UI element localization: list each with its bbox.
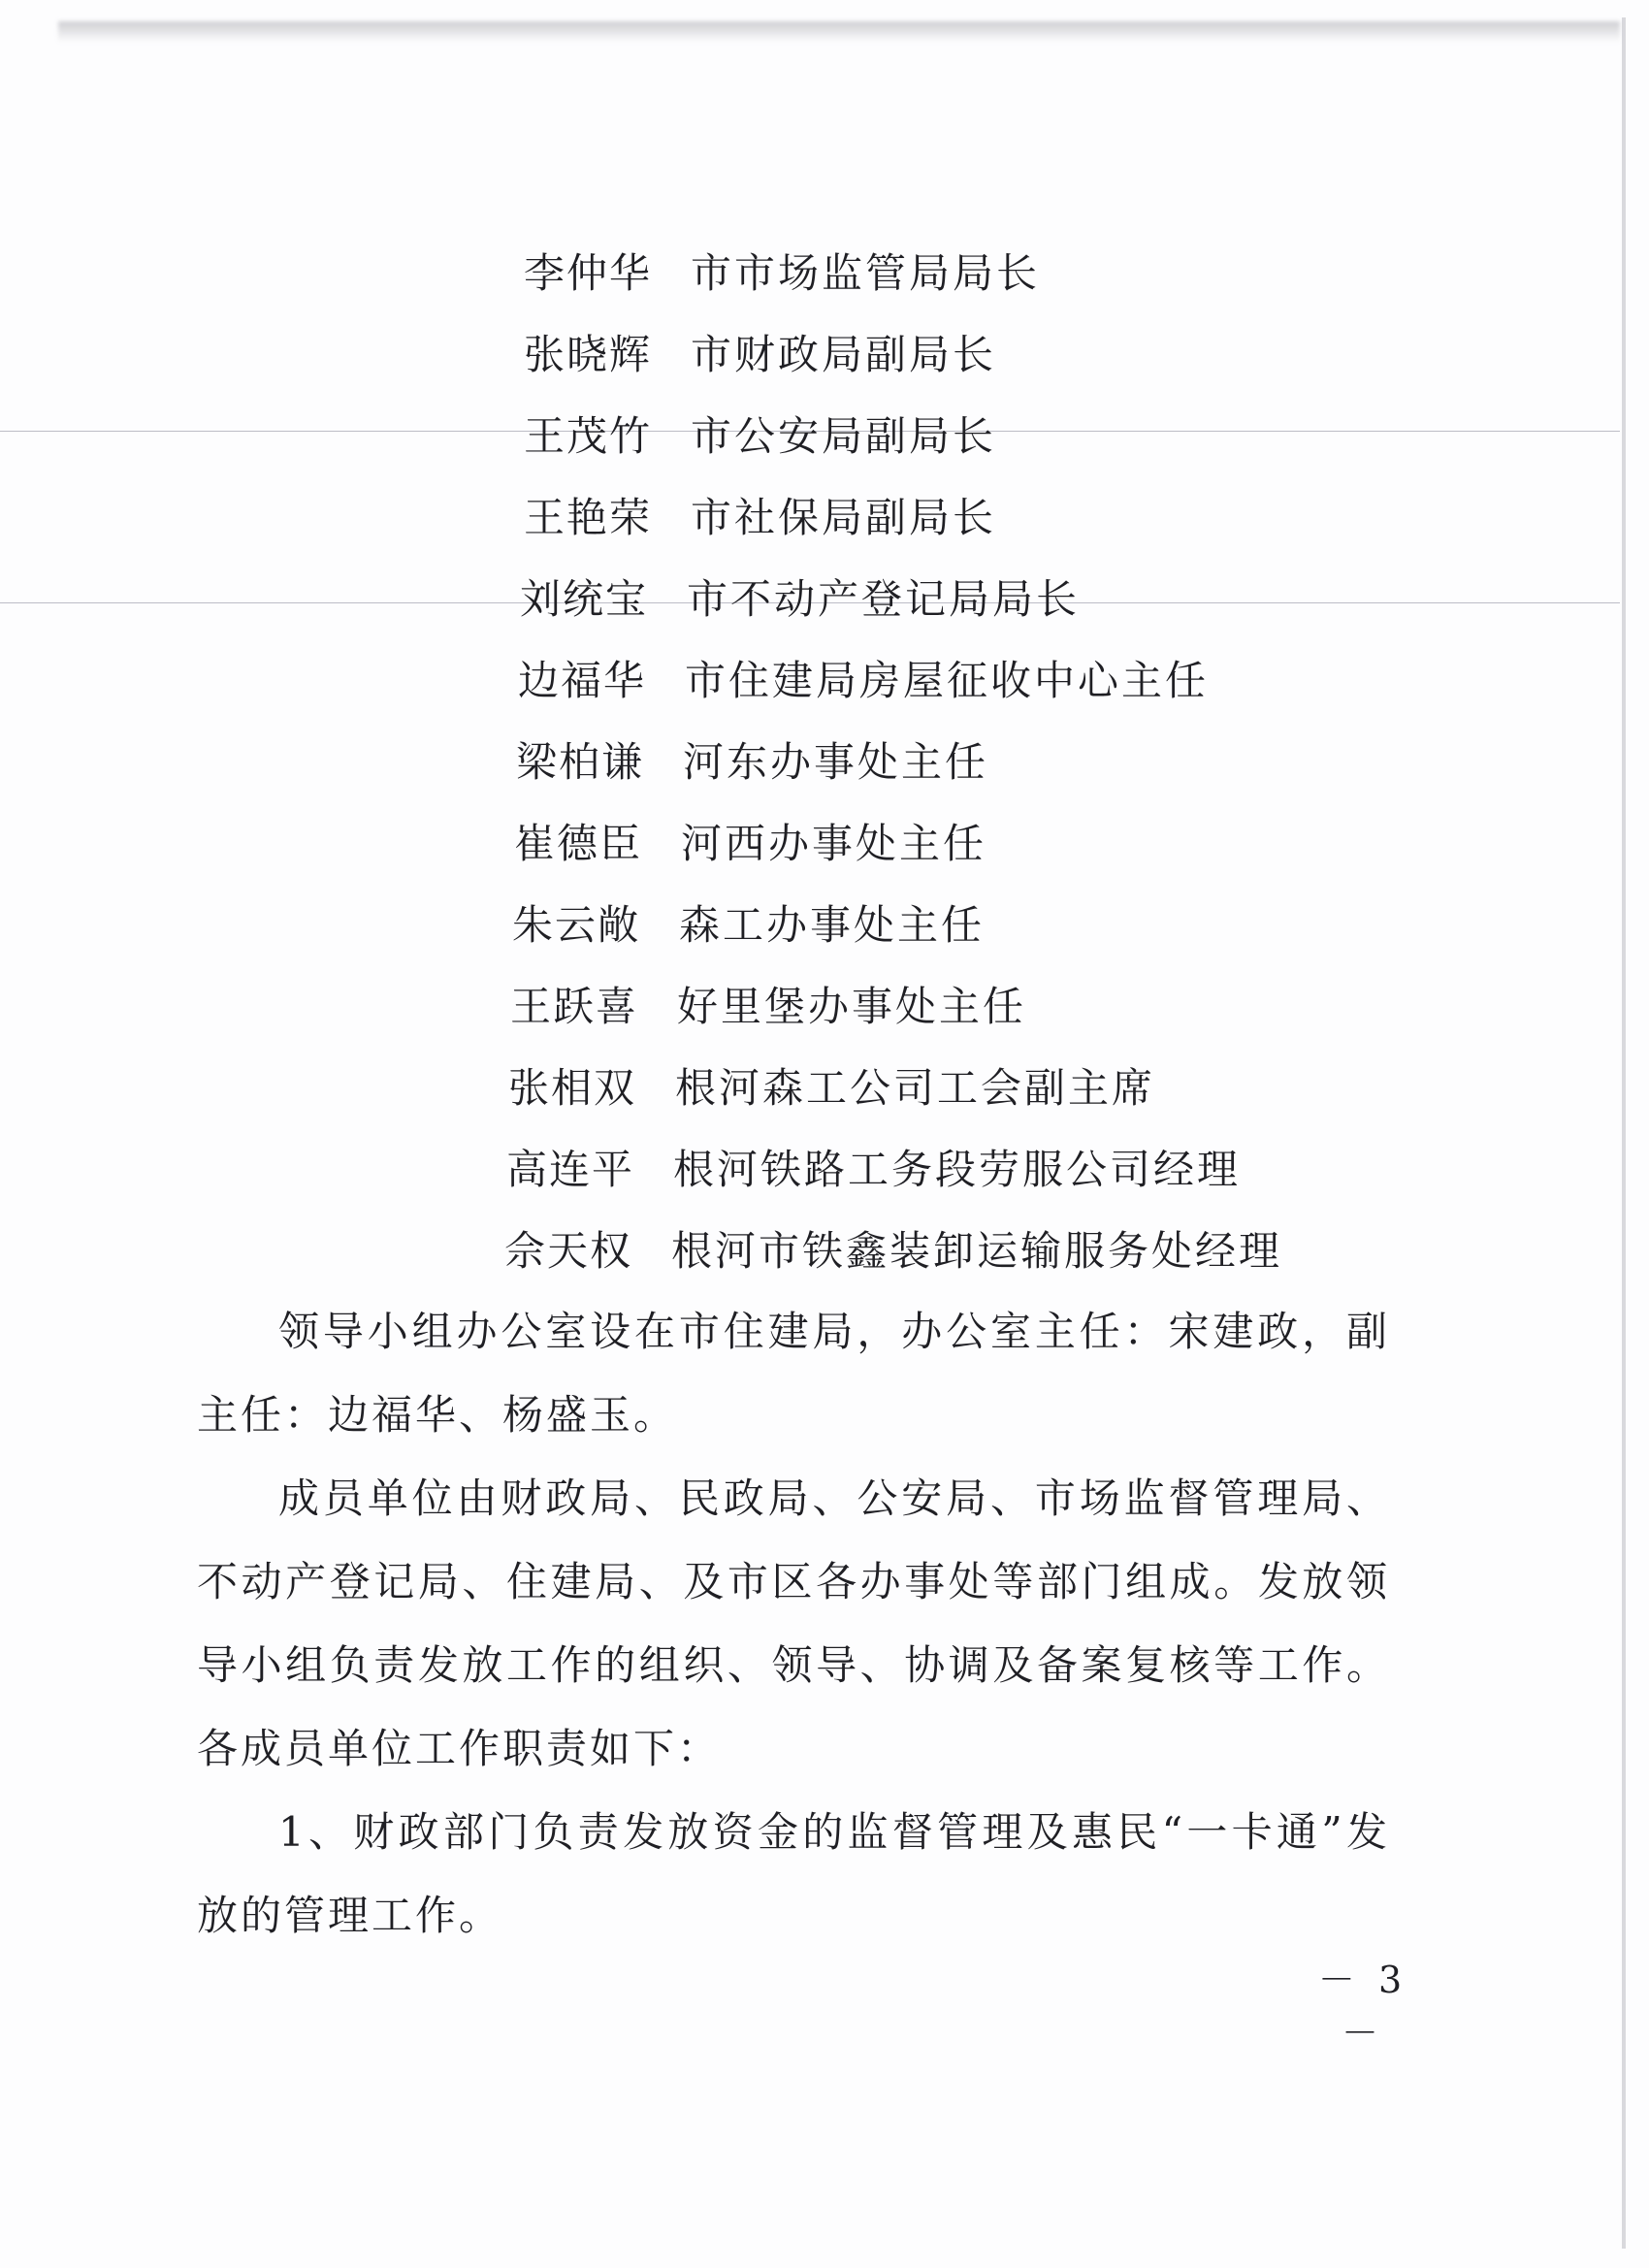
member-row <box>524 407 996 466</box>
member-title: 市住建局房屋征收中心主任 <box>685 657 1210 704</box>
page-number: － 3 － <box>1317 1959 1408 2055</box>
member-row <box>512 896 985 955</box>
member-row <box>516 733 988 792</box>
member-name: 王艳荣 <box>524 494 653 541</box>
member-name: 崔德臣 <box>514 820 643 867</box>
member-row <box>510 978 1026 1036</box>
member-title: 好里堡办事处主任 <box>677 983 1027 1030</box>
member-row <box>504 1222 1282 1280</box>
member-title: 河西办事处主任 <box>681 820 987 867</box>
member-row <box>524 244 1040 303</box>
member-row <box>524 489 996 547</box>
member-units-paragraph: 成员单位由财政局、民政局、公安局、市场监督管理局、不动产登记局、住建局、及市区各办事处等部门组成。发放领导小组负责发放工作的组织、领导、协调及备案复核等工作。各成员单位工作职责如下： <box>197 1474 1390 1772</box>
member-name: 张相双 <box>508 1064 637 1112</box>
member-title: 市社保局副局长 <box>691 494 997 541</box>
member-title: 根河市铁鑫装卸运输服务处经理 <box>671 1227 1283 1275</box>
scan-shadow-top <box>58 21 1620 43</box>
member-title: 河东办事处主任 <box>683 738 989 786</box>
member-title: 市财政局副局长 <box>691 331 997 378</box>
member-name: 张晓辉 <box>524 331 653 378</box>
member-row <box>520 570 1080 629</box>
member-row <box>508 1059 1155 1118</box>
member-title: 根河森工公司工会副主席 <box>675 1064 1156 1112</box>
member-title: 市公安局副局长 <box>691 412 997 460</box>
member-name: 李仲华 <box>524 249 653 297</box>
member-title: 市市场监管局局长 <box>691 249 1041 297</box>
member-name: 梁柏谦 <box>516 738 645 786</box>
member-name: 朱云敞 <box>512 901 641 949</box>
office-paragraph: 领导小组办公室设在市住建局，办公室主任：宋建政，副主任：边福华、杨盛玉。 <box>197 1308 1390 1439</box>
member-name: 刘统宝 <box>520 575 649 623</box>
member-row <box>506 1141 1241 1199</box>
member-row <box>514 815 986 873</box>
member-title: 市不动产登记局局长 <box>687 575 1081 623</box>
scan-shadow-right <box>1622 17 1626 2249</box>
item-1-paragraph: 1、财政部门负责发放资金的监督管理及惠民“一卡通”发放的管理工作。 <box>197 1808 1390 1939</box>
member-title: 根河铁路工务段劳服公司经理 <box>673 1146 1242 1193</box>
member-row <box>524 326 996 384</box>
member-name: 王跃喜 <box>510 983 639 1030</box>
member-name: 高连平 <box>506 1146 635 1193</box>
member-row <box>518 652 1209 710</box>
member-name: 王茂竹 <box>524 412 653 460</box>
member-name: 佘天权 <box>504 1227 633 1275</box>
member-title: 森工办事处主任 <box>679 901 986 949</box>
member-name: 边福华 <box>518 657 647 704</box>
